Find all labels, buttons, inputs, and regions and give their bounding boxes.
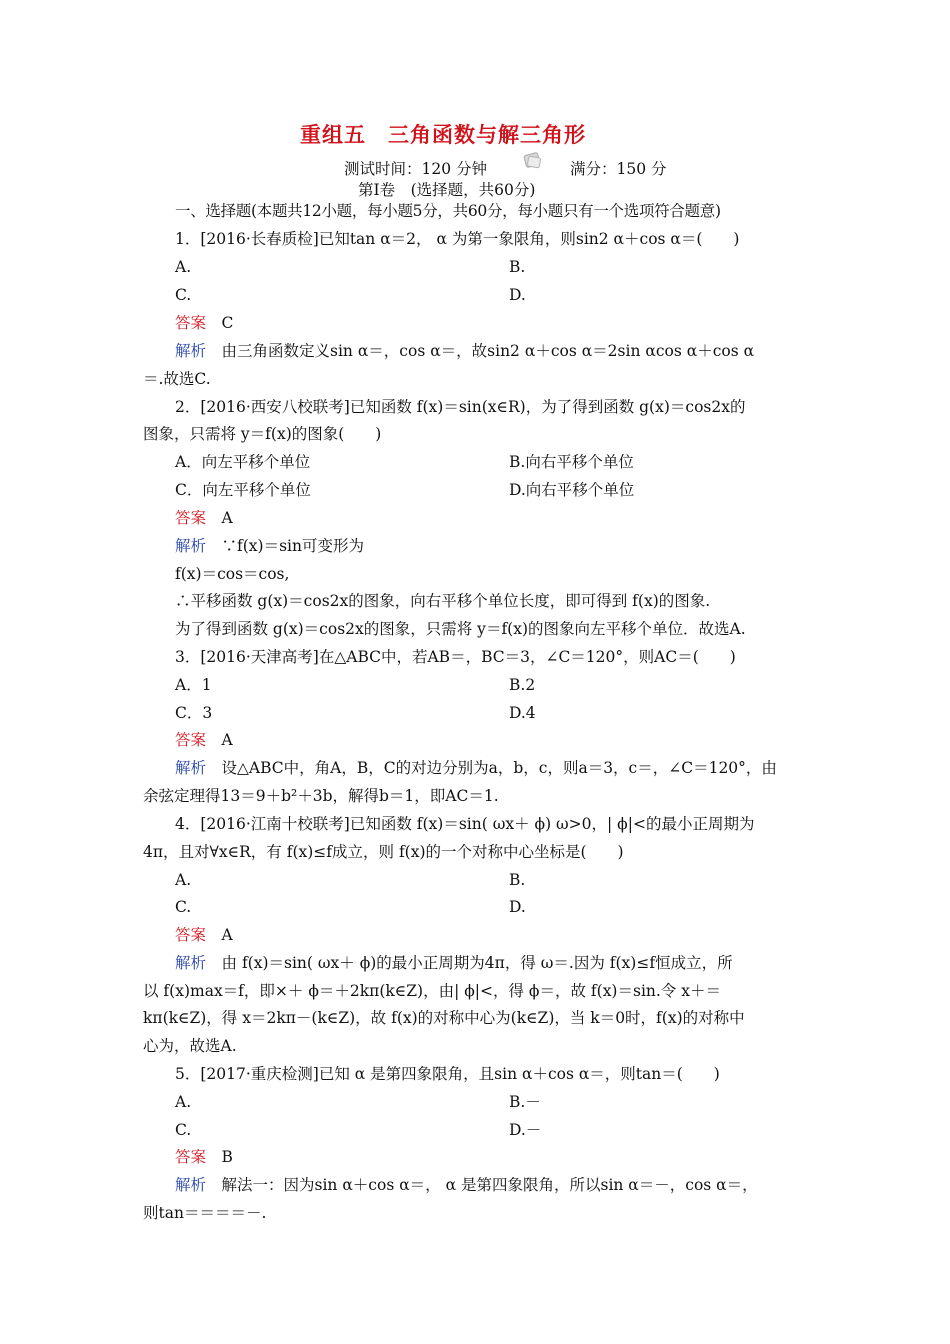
q1-answer-value: C bbox=[221, 314, 234, 332]
q2-answer bbox=[175, 508, 233, 528]
full-score: 满分：150 分 bbox=[570, 160, 667, 178]
q4-explanation-4: 心为，故选A. bbox=[143, 1037, 237, 1055]
section-heading: 一、选择题(本题共12小题，每小题5分，共60分，每小题只有一个选项符合题意) bbox=[175, 202, 721, 220]
test-time: 测试时间：120 分钟 bbox=[344, 160, 488, 178]
q4-answer bbox=[175, 925, 233, 945]
explanation-label: 解析 bbox=[175, 1176, 207, 1194]
q4-option-d: D. bbox=[509, 898, 526, 916]
answer-label: 答案 bbox=[175, 926, 207, 944]
explanation-label: 解析 bbox=[175, 954, 207, 972]
q2-stem-1: 2．[2016·西安八校联考]已知函数 f(x)＝sin(x∈R)，为了得到函数 g(x)＝cos2x的 bbox=[175, 398, 746, 416]
q3-stem: 3．[2016·天津高考]在△ABC中，若AB＝，BC＝3，∠C＝120°，则AC＝( ) bbox=[175, 648, 736, 666]
q2-option-c: C．向左平移个单位 bbox=[175, 481, 311, 499]
q4-answer-value: A bbox=[221, 926, 233, 944]
q5-answer bbox=[175, 1147, 233, 1167]
q2-explanation-3: ∴平移函数 g(x)＝cos2x的图象，向右平移个单位长度，即可得到 f(x)的图象. bbox=[175, 592, 711, 610]
q2-explanation-4: 为了得到函数 g(x)＝cos2x的图象，只需将 y＝f(x)的图象向左平移个单位．故选A. bbox=[175, 620, 746, 638]
q5-stem: 5．[2017·重庆检测]已知 α 是第四象限角，且sin α＋cos α＝，则tan＝( ) bbox=[175, 1065, 720, 1083]
q2-answer-value: A bbox=[221, 509, 233, 527]
q3-option-b: B.2 bbox=[509, 676, 536, 694]
q2-stem-2: 图象，只需将 y＝f(x)的图象( ) bbox=[143, 425, 382, 443]
q5-option-c: C. bbox=[175, 1121, 192, 1139]
q4-stem-1: 4．[2016·江南十校联考]已知函数 f(x)＝sin( ωx＋ ϕ) ω>0，| ϕ|<的最小正周期为 bbox=[175, 815, 755, 833]
q5-answer-value: B bbox=[221, 1148, 233, 1166]
q4-option-a: A. bbox=[175, 871, 192, 889]
q3-explanation-1 bbox=[175, 758, 777, 778]
q4-exp-text-1: 由 f(x)＝sin( ωx＋ ϕ)的最小正周期为4π，得 ω＝.因为 f(x)≤f恒成立，所 bbox=[206, 954, 733, 972]
q2-exp-text-1: ∵f(x)＝sin可变形为 bbox=[206, 537, 364, 555]
q3-option-c: C．3 bbox=[175, 704, 213, 722]
q3-answer-value: A bbox=[221, 731, 233, 749]
explanation-label: 解析 bbox=[175, 759, 207, 777]
q4-explanation-1 bbox=[175, 953, 733, 973]
answer-label: 答案 bbox=[175, 509, 207, 527]
q3-option-a: A．1 bbox=[175, 676, 212, 694]
q4-option-b: B. bbox=[509, 871, 526, 889]
q2-option-a: A．向左平移个单位 bbox=[175, 453, 311, 471]
q4-stem-2: 4π，且对∀x∈R，有 f(x)≤f成立，则 f(x)的一个对称中心坐标是( ) bbox=[143, 843, 624, 861]
q1-exp-text-1: 由三角函数定义sin α＝，cos α＝，故sin2 α＋cos α＝2sin αcos α＋cos α bbox=[206, 342, 755, 360]
watermark-icon bbox=[522, 151, 544, 171]
q3-exp-text-1: 设△ABC中，角A，B，C的对边分别为a，b，c，则a＝3，c＝，∠C＝120°，由 bbox=[206, 759, 777, 777]
q5-exp-text-1: 解法一：因为sin α＋cos α＝， α 是第四象限角，所以sin α＝－，cos α＝， bbox=[206, 1176, 758, 1194]
q4-explanation-2: 以 f(x)max＝f，即×＋ ϕ＝＋2kπ(k∈Z)，由| ϕ|<，得 ϕ＝，故 f(x)＝sin.令 x＋＝ bbox=[143, 982, 721, 1000]
q1-option-d: D. bbox=[509, 286, 526, 304]
q5-option-b: B.－ bbox=[509, 1093, 541, 1111]
q1-option-c: C. bbox=[175, 286, 192, 304]
answer-label: 答案 bbox=[175, 731, 207, 749]
q2-option-d: D.向右平移个单位 bbox=[509, 481, 635, 499]
q3-explanation-2: 余弦定理得13＝9＋b²＋3b，解得b＝1，即AC＝1. bbox=[143, 787, 499, 805]
q1-answer bbox=[175, 313, 233, 333]
q2-explanation-1 bbox=[175, 536, 364, 556]
q1-option-b: B. bbox=[509, 258, 526, 276]
q1-explanation-2: ＝.故选C. bbox=[143, 370, 211, 388]
q3-answer bbox=[175, 730, 233, 750]
explanation-label: 解析 bbox=[175, 342, 207, 360]
q5-explanation-1 bbox=[175, 1175, 758, 1195]
q5-option-a: A. bbox=[175, 1093, 192, 1111]
document-title: 重组五 三角函数与解三角形 bbox=[300, 122, 586, 147]
explanation-label: 解析 bbox=[175, 537, 207, 555]
q5-option-d: D.－ bbox=[509, 1121, 542, 1139]
q1-stem: 1．[2016·长春质检]已知tan α＝2， α 为第一象限角，则sin2 α＋cos α＝( ) bbox=[175, 230, 740, 248]
q4-explanation-3: kπ(k∈Z)，得 x＝2kπ－(k∈Z)，故 f(x)的对称中心为(k∈Z)，当 k＝0时，f(x)的对称中 bbox=[143, 1009, 745, 1027]
q2-explanation-2: f(x)＝cos＝cos, bbox=[175, 565, 290, 583]
q1-explanation-1 bbox=[175, 341, 754, 361]
q3-option-d: D.4 bbox=[509, 704, 536, 722]
part-heading: 第Ⅰ卷 (选择题，共60分) bbox=[358, 181, 536, 199]
q2-option-b: B.向右平移个单位 bbox=[509, 453, 634, 471]
q4-option-c: C. bbox=[175, 898, 192, 916]
q5-explanation-2: 则tan＝＝＝＝－. bbox=[143, 1204, 267, 1222]
q1-option-a: A. bbox=[175, 258, 192, 276]
answer-label: 答案 bbox=[175, 314, 207, 332]
answer-label: 答案 bbox=[175, 1148, 207, 1166]
